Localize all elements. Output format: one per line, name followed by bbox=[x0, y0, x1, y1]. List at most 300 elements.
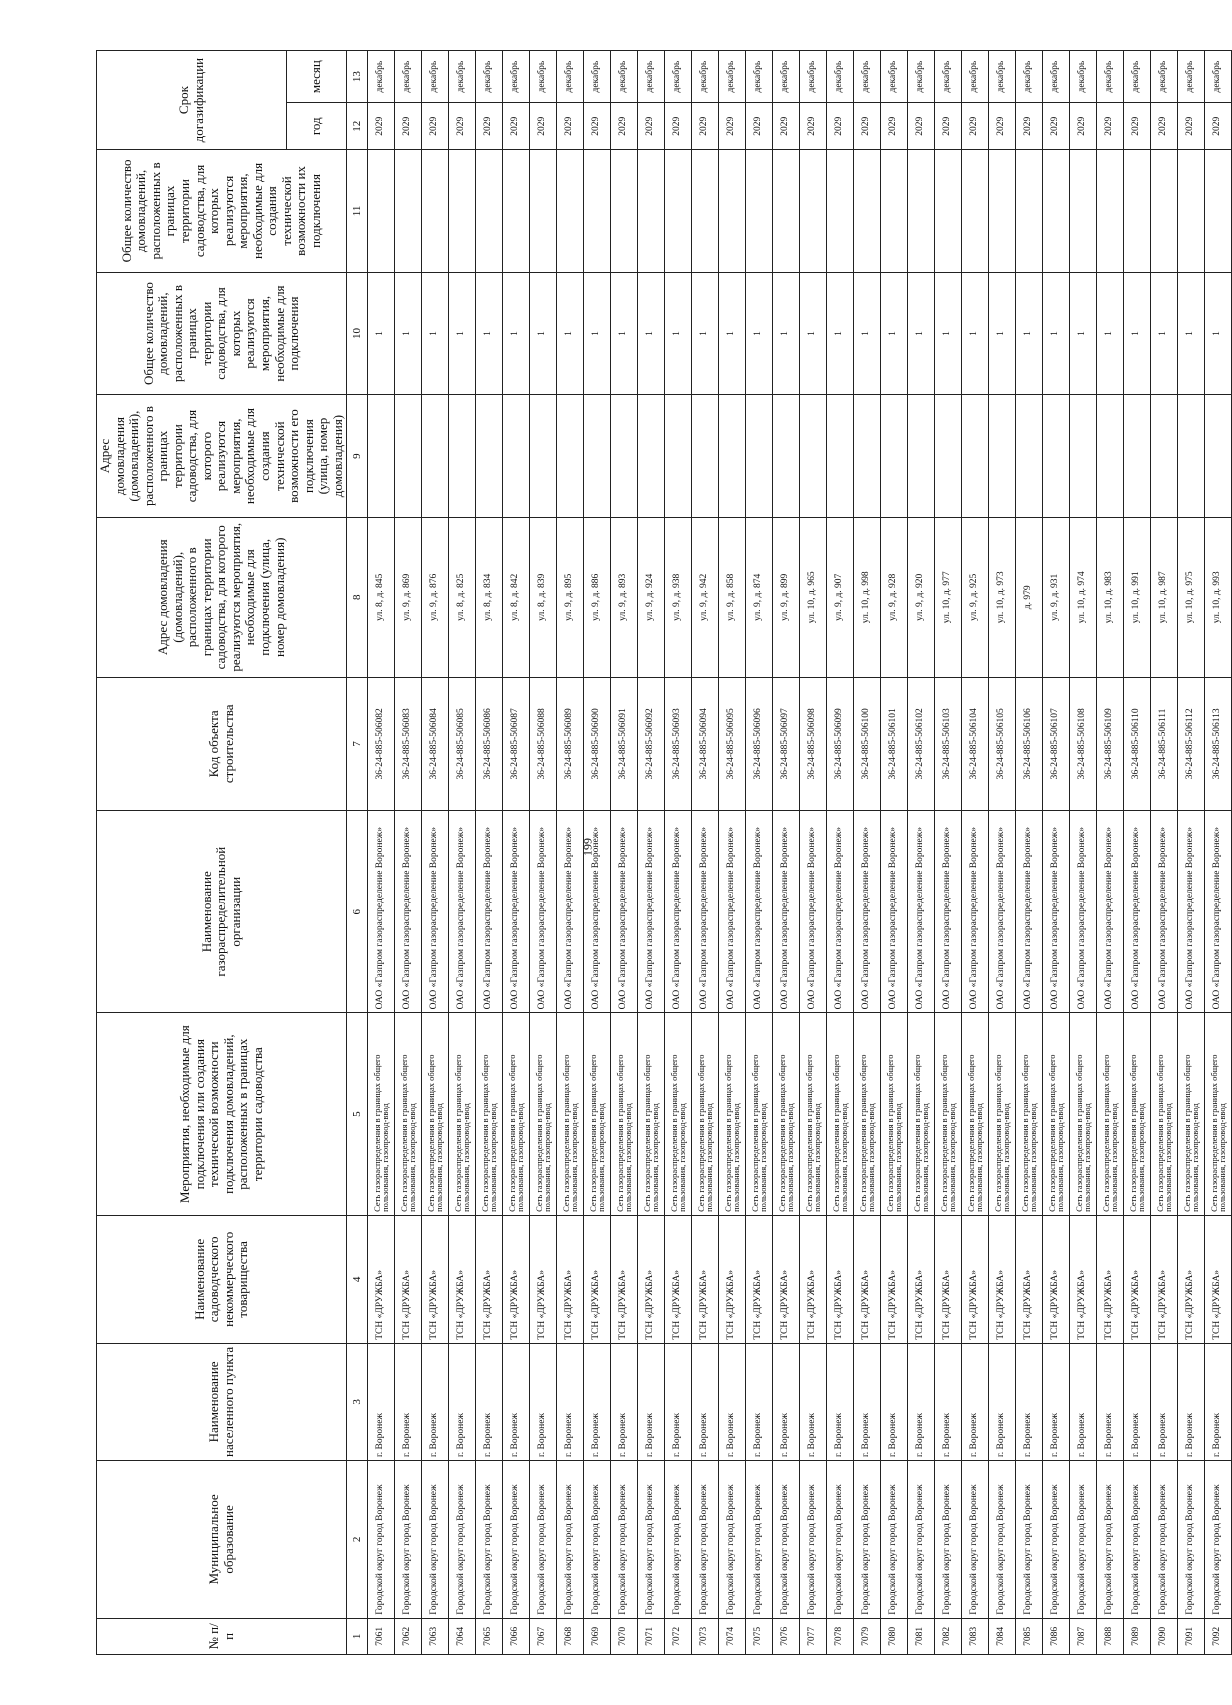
snt-cell: ТСН «ДРУЖБА» bbox=[1097, 1215, 1124, 1343]
activity-cell: Сеть газораспределения в границах общего пользования, газопровод-ввод bbox=[719, 1013, 746, 1215]
count-connection-cell: 1 bbox=[584, 272, 611, 395]
table-row bbox=[611, 51, 638, 1655]
municipality-cell: Городской округ город Воронеж bbox=[638, 1461, 665, 1619]
table-body bbox=[368, 51, 1232, 1655]
table-row bbox=[503, 51, 530, 1655]
count-connection-cell: 1 bbox=[638, 272, 665, 395]
address-cell: ул. 10, д. 974 bbox=[1070, 517, 1097, 677]
settlement-cell: г. Воронеж bbox=[1070, 1343, 1097, 1460]
address-capability-cell bbox=[422, 395, 449, 518]
column-number: 10 bbox=[347, 272, 368, 395]
object-code-cell: 36-24-885-506113 bbox=[1205, 677, 1232, 810]
month-cell: декабрь bbox=[1151, 51, 1178, 103]
count-connection-cell: 1 bbox=[719, 272, 746, 395]
year-cell: 2029 bbox=[692, 103, 719, 150]
gasification-table bbox=[96, 50, 1232, 1655]
count-connection-cell: 1 bbox=[827, 272, 854, 395]
month-cell: декабрь bbox=[989, 51, 1016, 103]
municipality-cell: Городской округ город Воронеж bbox=[746, 1461, 773, 1619]
organization-cell: ОАО «Газпром газораспределение Воронеж» bbox=[989, 810, 1016, 1012]
organization-cell: ОАО «Газпром газораспределение Воронеж» bbox=[557, 810, 584, 1012]
count-capability-cell bbox=[1151, 150, 1178, 273]
month-cell: декабрь bbox=[665, 51, 692, 103]
row-number: 7076 bbox=[773, 1618, 800, 1654]
row-number: 7063 bbox=[422, 1618, 449, 1654]
year-cell: 2029 bbox=[962, 103, 989, 150]
count-capability-cell bbox=[692, 150, 719, 273]
table-row bbox=[476, 51, 503, 1655]
address-cell: ул. 9, д. 876 bbox=[422, 517, 449, 677]
year-cell: 2029 bbox=[1097, 103, 1124, 150]
organization-cell: ОАО «Газпром газораспределение Воронеж» bbox=[476, 810, 503, 1012]
object-code-cell: 36-24-885-506097 bbox=[773, 677, 800, 810]
snt-cell: ТСН «ДРУЖБА» bbox=[692, 1215, 719, 1343]
count-capability-cell bbox=[503, 150, 530, 273]
address-cell: ул. 8, д. 845 bbox=[368, 517, 395, 677]
table-row bbox=[368, 51, 395, 1655]
address-capability-cell bbox=[1178, 395, 1205, 518]
municipality-cell: Городской округ город Воронеж bbox=[1151, 1461, 1178, 1619]
year-cell: 2029 bbox=[989, 103, 1016, 150]
count-capability-cell bbox=[800, 150, 827, 273]
municipality-cell: Городской округ город Воронеж bbox=[692, 1461, 719, 1619]
month-cell: декабрь bbox=[1097, 51, 1124, 103]
municipality-cell: Городской округ город Воронеж bbox=[530, 1461, 557, 1619]
column-number: 1 bbox=[347, 1618, 368, 1654]
settlement-cell: г. Воронеж bbox=[557, 1343, 584, 1460]
column-number: 12 bbox=[347, 103, 368, 150]
month-cell: декабрь bbox=[503, 51, 530, 103]
year-cell: 2029 bbox=[1124, 103, 1151, 150]
column-number: 2 bbox=[347, 1461, 368, 1619]
month-cell: декабрь bbox=[935, 51, 962, 103]
count-capability-cell bbox=[1043, 150, 1070, 273]
object-code-cell: 36-24-885-506089 bbox=[557, 677, 584, 810]
address-capability-cell bbox=[1151, 395, 1178, 518]
municipality-cell: Городской округ город Воронеж bbox=[368, 1461, 395, 1619]
count-capability-cell bbox=[1097, 150, 1124, 273]
organization-cell: ОАО «Газпром газораспределение Воронеж» bbox=[1043, 810, 1070, 1012]
organization-cell: ОАО «Газпром газораспределение Воронеж» bbox=[1097, 810, 1124, 1012]
table-row bbox=[935, 51, 962, 1655]
table-row bbox=[773, 51, 800, 1655]
municipality-cell: Городской округ город Воронеж bbox=[989, 1461, 1016, 1619]
municipality-cell: Городской округ город Воронеж bbox=[773, 1461, 800, 1619]
table-row bbox=[1097, 51, 1124, 1655]
month-cell: декабрь bbox=[395, 51, 422, 103]
table-row bbox=[449, 51, 476, 1655]
activity-cell: Сеть газораспределения в границах общего пользования, газопровод-ввод bbox=[881, 1013, 908, 1215]
snt-cell: ТСН «ДРУЖБА» bbox=[881, 1215, 908, 1343]
table-row bbox=[1205, 51, 1232, 1655]
settlement-cell: г. Воронеж bbox=[638, 1343, 665, 1460]
table-row bbox=[1124, 51, 1151, 1655]
object-code-cell: 36-24-885-506084 bbox=[422, 677, 449, 810]
address-capability-cell bbox=[1043, 395, 1070, 518]
address-cell: ул. 10, д. 977 bbox=[935, 517, 962, 677]
table-row bbox=[557, 51, 584, 1655]
organization-cell: ОАО «Газпром газораспределение Воронеж» bbox=[1124, 810, 1151, 1012]
year-cell: 2029 bbox=[908, 103, 935, 150]
address-cell: ул. 9, д. 869 bbox=[395, 517, 422, 677]
year-cell: 2029 bbox=[530, 103, 557, 150]
count-connection-cell: 1 bbox=[665, 272, 692, 395]
column-number: 11 bbox=[347, 150, 368, 273]
address-cell: д. 979 bbox=[1016, 517, 1043, 677]
count-capability-cell bbox=[935, 150, 962, 273]
count-capability-cell bbox=[1070, 150, 1097, 273]
count-connection-cell: 1 bbox=[368, 272, 395, 395]
year-cell: 2029 bbox=[1151, 103, 1178, 150]
row-number: 7064 bbox=[449, 1618, 476, 1654]
activity-cell: Сеть газораспределения в границах общего пользования, газопровод-ввод bbox=[368, 1013, 395, 1215]
settlement-cell: г. Воронеж bbox=[1151, 1343, 1178, 1460]
address-capability-cell bbox=[395, 395, 422, 518]
row-number: 7087 bbox=[1070, 1618, 1097, 1654]
header-settlement: Наименование населенного пункта bbox=[97, 1343, 347, 1460]
organization-cell: ОАО «Газпром газораспределение Воронеж» bbox=[503, 810, 530, 1012]
snt-cell: ТСН «ДРУЖБА» bbox=[719, 1215, 746, 1343]
row-number: 7065 bbox=[476, 1618, 503, 1654]
organization-cell: ОАО «Газпром газораспределение Воронеж» bbox=[1151, 810, 1178, 1012]
table-row bbox=[908, 51, 935, 1655]
address-cell: ул. 10, д. 983 bbox=[1097, 517, 1124, 677]
count-capability-cell bbox=[422, 150, 449, 273]
count-capability-cell bbox=[827, 150, 854, 273]
row-number: 7073 bbox=[692, 1618, 719, 1654]
object-code-cell: 36-24-885-506083 bbox=[395, 677, 422, 810]
column-number: 5 bbox=[347, 1013, 368, 1215]
address-capability-cell bbox=[503, 395, 530, 518]
column-number: 3 bbox=[347, 1343, 368, 1460]
activity-cell: Сеть газораспределения в границах общего пользования, газопровод-ввод bbox=[1124, 1013, 1151, 1215]
month-cell: декабрь bbox=[1178, 51, 1205, 103]
municipality-cell: Городской округ город Воронеж bbox=[1043, 1461, 1070, 1619]
organization-cell: ОАО «Газпром газораспределение Воронеж» bbox=[692, 810, 719, 1012]
snt-cell: ТСН «ДРУЖБА» bbox=[1124, 1215, 1151, 1343]
count-capability-cell bbox=[881, 150, 908, 273]
object-code-cell: 36-24-885-506091 bbox=[611, 677, 638, 810]
object-code-cell: 36-24-885-506092 bbox=[638, 677, 665, 810]
address-cell: ул. 10, д. 991 bbox=[1124, 517, 1151, 677]
month-cell: декабрь bbox=[476, 51, 503, 103]
address-capability-cell bbox=[827, 395, 854, 518]
address-cell: ул. 9, д. 925 bbox=[962, 517, 989, 677]
month-cell: декабрь bbox=[692, 51, 719, 103]
object-code-cell: 36-24-885-506106 bbox=[1016, 677, 1043, 810]
month-cell: декабрь bbox=[719, 51, 746, 103]
year-cell: 2029 bbox=[800, 103, 827, 150]
address-capability-cell bbox=[1124, 395, 1151, 518]
activity-cell: Сеть газораспределения в границах общего пользования, газопровод-ввод bbox=[1178, 1013, 1205, 1215]
month-cell: декабрь bbox=[368, 51, 395, 103]
organization-cell: ОАО «Газпром газораспределение Воронеж» bbox=[908, 810, 935, 1012]
settlement-cell: г. Воронеж bbox=[962, 1343, 989, 1460]
address-capability-cell bbox=[557, 395, 584, 518]
snt-cell: ТСН «ДРУЖБА» bbox=[773, 1215, 800, 1343]
month-cell: декабрь bbox=[962, 51, 989, 103]
month-cell: декабрь bbox=[584, 51, 611, 103]
activity-cell: Сеть газораспределения в границах общего пользования, газопровод-ввод bbox=[611, 1013, 638, 1215]
organization-cell: ОАО «Газпром газораспределение Воронеж» bbox=[1205, 810, 1232, 1012]
row-number: 7066 bbox=[503, 1618, 530, 1654]
organization-cell: ОАО «Газпром газораспределение Воронеж» bbox=[1016, 810, 1043, 1012]
snt-cell: ТСН «ДРУЖБА» bbox=[395, 1215, 422, 1343]
municipality-cell: Городской округ город Воронеж bbox=[449, 1461, 476, 1619]
month-cell: декабрь bbox=[611, 51, 638, 103]
organization-cell: ОАО «Газпром газораспределение Воронеж» bbox=[395, 810, 422, 1012]
column-number: 4 bbox=[347, 1215, 368, 1343]
year-cell: 2029 bbox=[1178, 103, 1205, 150]
activity-cell: Сеть газораспределения в границах общего пользования, газопровод-ввод bbox=[692, 1013, 719, 1215]
count-connection-cell: 1 bbox=[1043, 272, 1070, 395]
activity-cell: Сеть газораспределения в границах общего пользования, газопровод-ввод bbox=[1016, 1013, 1043, 1215]
year-cell: 2029 bbox=[827, 103, 854, 150]
activity-cell: Сеть газораспределения в границах общего пользования, газопровод-ввод bbox=[746, 1013, 773, 1215]
settlement-cell: г. Воронеж bbox=[908, 1343, 935, 1460]
activity-cell: Сеть газораспределения в границах общего пользования, газопровод-ввод bbox=[1070, 1013, 1097, 1215]
activity-cell: Сеть газораспределения в границах общего пользования, газопровод-ввод bbox=[1205, 1013, 1232, 1215]
settlement-cell: г. Воронеж bbox=[422, 1343, 449, 1460]
address-capability-cell bbox=[908, 395, 935, 518]
address-cell: ул. 8, д. 825 bbox=[449, 517, 476, 677]
year-cell: 2029 bbox=[1205, 103, 1232, 150]
month-cell: декабрь bbox=[1124, 51, 1151, 103]
count-connection-cell: 1 bbox=[611, 272, 638, 395]
count-connection-cell: 1 bbox=[1070, 272, 1097, 395]
address-cell: ул. 10, д. 998 bbox=[854, 517, 881, 677]
count-capability-cell bbox=[611, 150, 638, 273]
activity-cell: Сеть газораспределения в границах общего пользования, газопровод-ввод bbox=[1151, 1013, 1178, 1215]
year-cell: 2029 bbox=[476, 103, 503, 150]
month-cell: декабрь bbox=[1205, 51, 1232, 103]
header-deadline: Срок догазификации bbox=[97, 51, 287, 150]
count-connection-cell: 1 bbox=[449, 272, 476, 395]
row-number: 7083 bbox=[962, 1618, 989, 1654]
address-capability-cell bbox=[638, 395, 665, 518]
table-row bbox=[881, 51, 908, 1655]
settlement-cell: г. Воронеж bbox=[665, 1343, 692, 1460]
object-code-cell: 36-24-885-506110 bbox=[1124, 677, 1151, 810]
count-connection-cell: 1 bbox=[935, 272, 962, 395]
count-connection-cell: 1 bbox=[908, 272, 935, 395]
header-snt: Наименование садоводческого некоммерческого товарищества bbox=[97, 1215, 347, 1343]
row-number: 7079 bbox=[854, 1618, 881, 1654]
settlement-cell: г. Воронеж bbox=[449, 1343, 476, 1460]
snt-cell: ТСН «ДРУЖБА» bbox=[827, 1215, 854, 1343]
year-cell: 2029 bbox=[422, 103, 449, 150]
municipality-cell: Городской округ город Воронеж bbox=[611, 1461, 638, 1619]
organization-cell: ОАО «Газпром газораспределение Воронеж» bbox=[773, 810, 800, 1012]
municipality-cell: Городской округ город Воронеж bbox=[800, 1461, 827, 1619]
address-capability-cell bbox=[1070, 395, 1097, 518]
snt-cell: ТСН «ДРУЖБА» bbox=[989, 1215, 1016, 1343]
address-cell: ул. 9, д. 928 bbox=[881, 517, 908, 677]
table-row bbox=[584, 51, 611, 1655]
count-capability-cell bbox=[989, 150, 1016, 273]
count-connection-cell: 1 bbox=[1097, 272, 1124, 395]
activity-cell: Сеть газораспределения в границах общего пользования, газопровод-ввод bbox=[908, 1013, 935, 1215]
snt-cell: ТСН «ДРУЖБА» bbox=[530, 1215, 557, 1343]
page-number: 199 bbox=[580, 838, 595, 856]
address-capability-cell bbox=[989, 395, 1016, 518]
count-capability-cell bbox=[638, 150, 665, 273]
settlement-cell: г. Воронеж bbox=[1097, 1343, 1124, 1460]
count-connection-cell: 1 bbox=[800, 272, 827, 395]
municipality-cell: Городской округ город Воронеж bbox=[827, 1461, 854, 1619]
settlement-cell: г. Воронеж bbox=[395, 1343, 422, 1460]
settlement-cell: г. Воронеж bbox=[692, 1343, 719, 1460]
row-number: 7078 bbox=[827, 1618, 854, 1654]
snt-cell: ТСН «ДРУЖБА» bbox=[935, 1215, 962, 1343]
address-capability-cell bbox=[611, 395, 638, 518]
column-number: 13 bbox=[347, 51, 368, 103]
year-cell: 2029 bbox=[368, 103, 395, 150]
address-cell: ул. 9, д. 938 bbox=[665, 517, 692, 677]
object-code-cell: 36-24-885-506108 bbox=[1070, 677, 1097, 810]
row-number: 7068 bbox=[557, 1618, 584, 1654]
row-number: 7069 bbox=[584, 1618, 611, 1654]
address-capability-cell bbox=[368, 395, 395, 518]
settlement-cell: г. Воронеж bbox=[1205, 1343, 1232, 1460]
year-cell: 2029 bbox=[638, 103, 665, 150]
address-cell: ул. 9, д. 893 bbox=[611, 517, 638, 677]
object-code-cell: 36-24-885-506094 bbox=[692, 677, 719, 810]
month-cell: декабрь bbox=[1016, 51, 1043, 103]
year-cell: 2029 bbox=[746, 103, 773, 150]
snt-cell: ТСН «ДРУЖБА» bbox=[584, 1215, 611, 1343]
year-cell: 2029 bbox=[611, 103, 638, 150]
snt-cell: ТСН «ДРУЖБА» bbox=[1151, 1215, 1178, 1343]
count-capability-cell bbox=[1205, 150, 1232, 273]
snt-cell: ТСН «ДРУЖБА» bbox=[665, 1215, 692, 1343]
header-year: год bbox=[287, 103, 347, 150]
count-capability-cell bbox=[746, 150, 773, 273]
year-cell: 2029 bbox=[557, 103, 584, 150]
activity-cell: Сеть газораспределения в границах общего пользования, газопровод-ввод bbox=[989, 1013, 1016, 1215]
count-connection-cell: 1 bbox=[476, 272, 503, 395]
count-capability-cell bbox=[1178, 150, 1205, 273]
rotated-table-container bbox=[96, 50, 1228, 1655]
table-row bbox=[1043, 51, 1070, 1655]
count-connection-cell: 1 bbox=[989, 272, 1016, 395]
settlement-cell: г. Воронеж bbox=[719, 1343, 746, 1460]
column-number: 8 bbox=[347, 517, 368, 677]
object-code-cell: 36-24-885-506085 bbox=[449, 677, 476, 810]
month-cell: декабрь bbox=[881, 51, 908, 103]
count-connection-cell: 1 bbox=[881, 272, 908, 395]
column-number-row bbox=[347, 51, 368, 1655]
address-capability-cell bbox=[530, 395, 557, 518]
row-number: 7077 bbox=[800, 1618, 827, 1654]
year-cell: 2029 bbox=[503, 103, 530, 150]
table-row bbox=[962, 51, 989, 1655]
object-code-cell: 36-24-885-506109 bbox=[1097, 677, 1124, 810]
count-connection-cell: 1 bbox=[1178, 272, 1205, 395]
year-cell: 2029 bbox=[449, 103, 476, 150]
row-number: 7070 bbox=[611, 1618, 638, 1654]
address-cell: ул. 10, д. 987 bbox=[1151, 517, 1178, 677]
address-cell: ул. 10, д. 965 bbox=[800, 517, 827, 677]
year-cell: 2029 bbox=[665, 103, 692, 150]
count-capability-cell bbox=[368, 150, 395, 273]
address-capability-cell bbox=[854, 395, 881, 518]
month-cell: декабрь bbox=[530, 51, 557, 103]
month-cell: декабрь bbox=[854, 51, 881, 103]
row-number: 7086 bbox=[1043, 1618, 1070, 1654]
count-connection-cell: 1 bbox=[773, 272, 800, 395]
address-cell: ул. 9, д. 899 bbox=[773, 517, 800, 677]
table-row bbox=[854, 51, 881, 1655]
address-cell: ул. 9, д. 942 bbox=[692, 517, 719, 677]
header-count-capability: Общее количество домовладений, расположенных в границах территории садоводства, для которых реализуются мероприятия, необходимые для создания технической возможности их подключения bbox=[97, 150, 347, 273]
activity-cell: Сеть газораспределения в границах общего пользования, газопровод-ввод bbox=[962, 1013, 989, 1215]
count-capability-cell bbox=[854, 150, 881, 273]
organization-cell: ОАО «Газпром газораспределение Воронеж» bbox=[665, 810, 692, 1012]
organization-cell: ОАО «Газпром газораспределение Воронеж» bbox=[800, 810, 827, 1012]
object-code-cell: 36-24-885-506107 bbox=[1043, 677, 1070, 810]
object-code-cell: 36-24-885-506086 bbox=[476, 677, 503, 810]
municipality-cell: Городской округ город Воронеж bbox=[503, 1461, 530, 1619]
snt-cell: ТСН «ДРУЖБА» bbox=[557, 1215, 584, 1343]
year-cell: 2029 bbox=[773, 103, 800, 150]
object-code-cell: 36-24-885-506112 bbox=[1178, 677, 1205, 810]
municipality-cell: Городской округ город Воронеж bbox=[1016, 1461, 1043, 1619]
year-cell: 2029 bbox=[1016, 103, 1043, 150]
organization-cell: ОАО «Газпром газораспределение Воронеж» bbox=[638, 810, 665, 1012]
object-code-cell: 36-24-885-506101 bbox=[881, 677, 908, 810]
count-capability-cell bbox=[773, 150, 800, 273]
count-connection-cell: 1 bbox=[746, 272, 773, 395]
row-number: 7092 bbox=[1205, 1618, 1232, 1654]
column-number: 9 bbox=[347, 395, 368, 518]
organization-cell: ОАО «Газпром газораспределение Воронеж» bbox=[449, 810, 476, 1012]
settlement-cell: г. Воронеж bbox=[746, 1343, 773, 1460]
object-code-cell: 36-24-885-506096 bbox=[746, 677, 773, 810]
address-cell: ул. 9, д. 920 bbox=[908, 517, 935, 677]
address-cell: ул. 8, д. 842 bbox=[503, 517, 530, 677]
table-row bbox=[719, 51, 746, 1655]
month-cell: декабрь bbox=[1043, 51, 1070, 103]
count-capability-cell bbox=[584, 150, 611, 273]
snt-cell: ТСН «ДРУЖБА» bbox=[962, 1215, 989, 1343]
activity-cell: Сеть газораспределения в границах общего пользования, газопровод-ввод bbox=[854, 1013, 881, 1215]
address-cell: ул. 9, д. 895 bbox=[557, 517, 584, 677]
activity-cell: Сеть газораспределения в границах общего пользования, газопровод-ввод bbox=[800, 1013, 827, 1215]
address-cell: ул. 8, д. 834 bbox=[476, 517, 503, 677]
snt-cell: ТСН «ДРУЖБА» bbox=[1043, 1215, 1070, 1343]
settlement-cell: г. Воронеж bbox=[1043, 1343, 1070, 1460]
municipality-cell: Городской округ город Воронеж bbox=[854, 1461, 881, 1619]
row-number: 7061 bbox=[368, 1618, 395, 1654]
year-cell: 2029 bbox=[935, 103, 962, 150]
count-capability-cell bbox=[665, 150, 692, 273]
year-cell: 2029 bbox=[719, 103, 746, 150]
table-row bbox=[1070, 51, 1097, 1655]
count-capability-cell bbox=[395, 150, 422, 273]
organization-cell: ОАО «Газпром газораспределение Воронеж» bbox=[962, 810, 989, 1012]
municipality-cell: Городской округ город Воронеж bbox=[962, 1461, 989, 1619]
row-number: 7085 bbox=[1016, 1618, 1043, 1654]
month-cell: декабрь bbox=[422, 51, 449, 103]
row-number: 7090 bbox=[1151, 1618, 1178, 1654]
settlement-cell: г. Воронеж bbox=[476, 1343, 503, 1460]
snt-cell: ТСН «ДРУЖБА» bbox=[800, 1215, 827, 1343]
month-cell: декабрь bbox=[1070, 51, 1097, 103]
activity-cell: Сеть газораспределения в границах общего пользования, газопровод-ввод bbox=[557, 1013, 584, 1215]
municipality-cell: Городской округ город Воронеж bbox=[395, 1461, 422, 1619]
year-cell: 2029 bbox=[584, 103, 611, 150]
